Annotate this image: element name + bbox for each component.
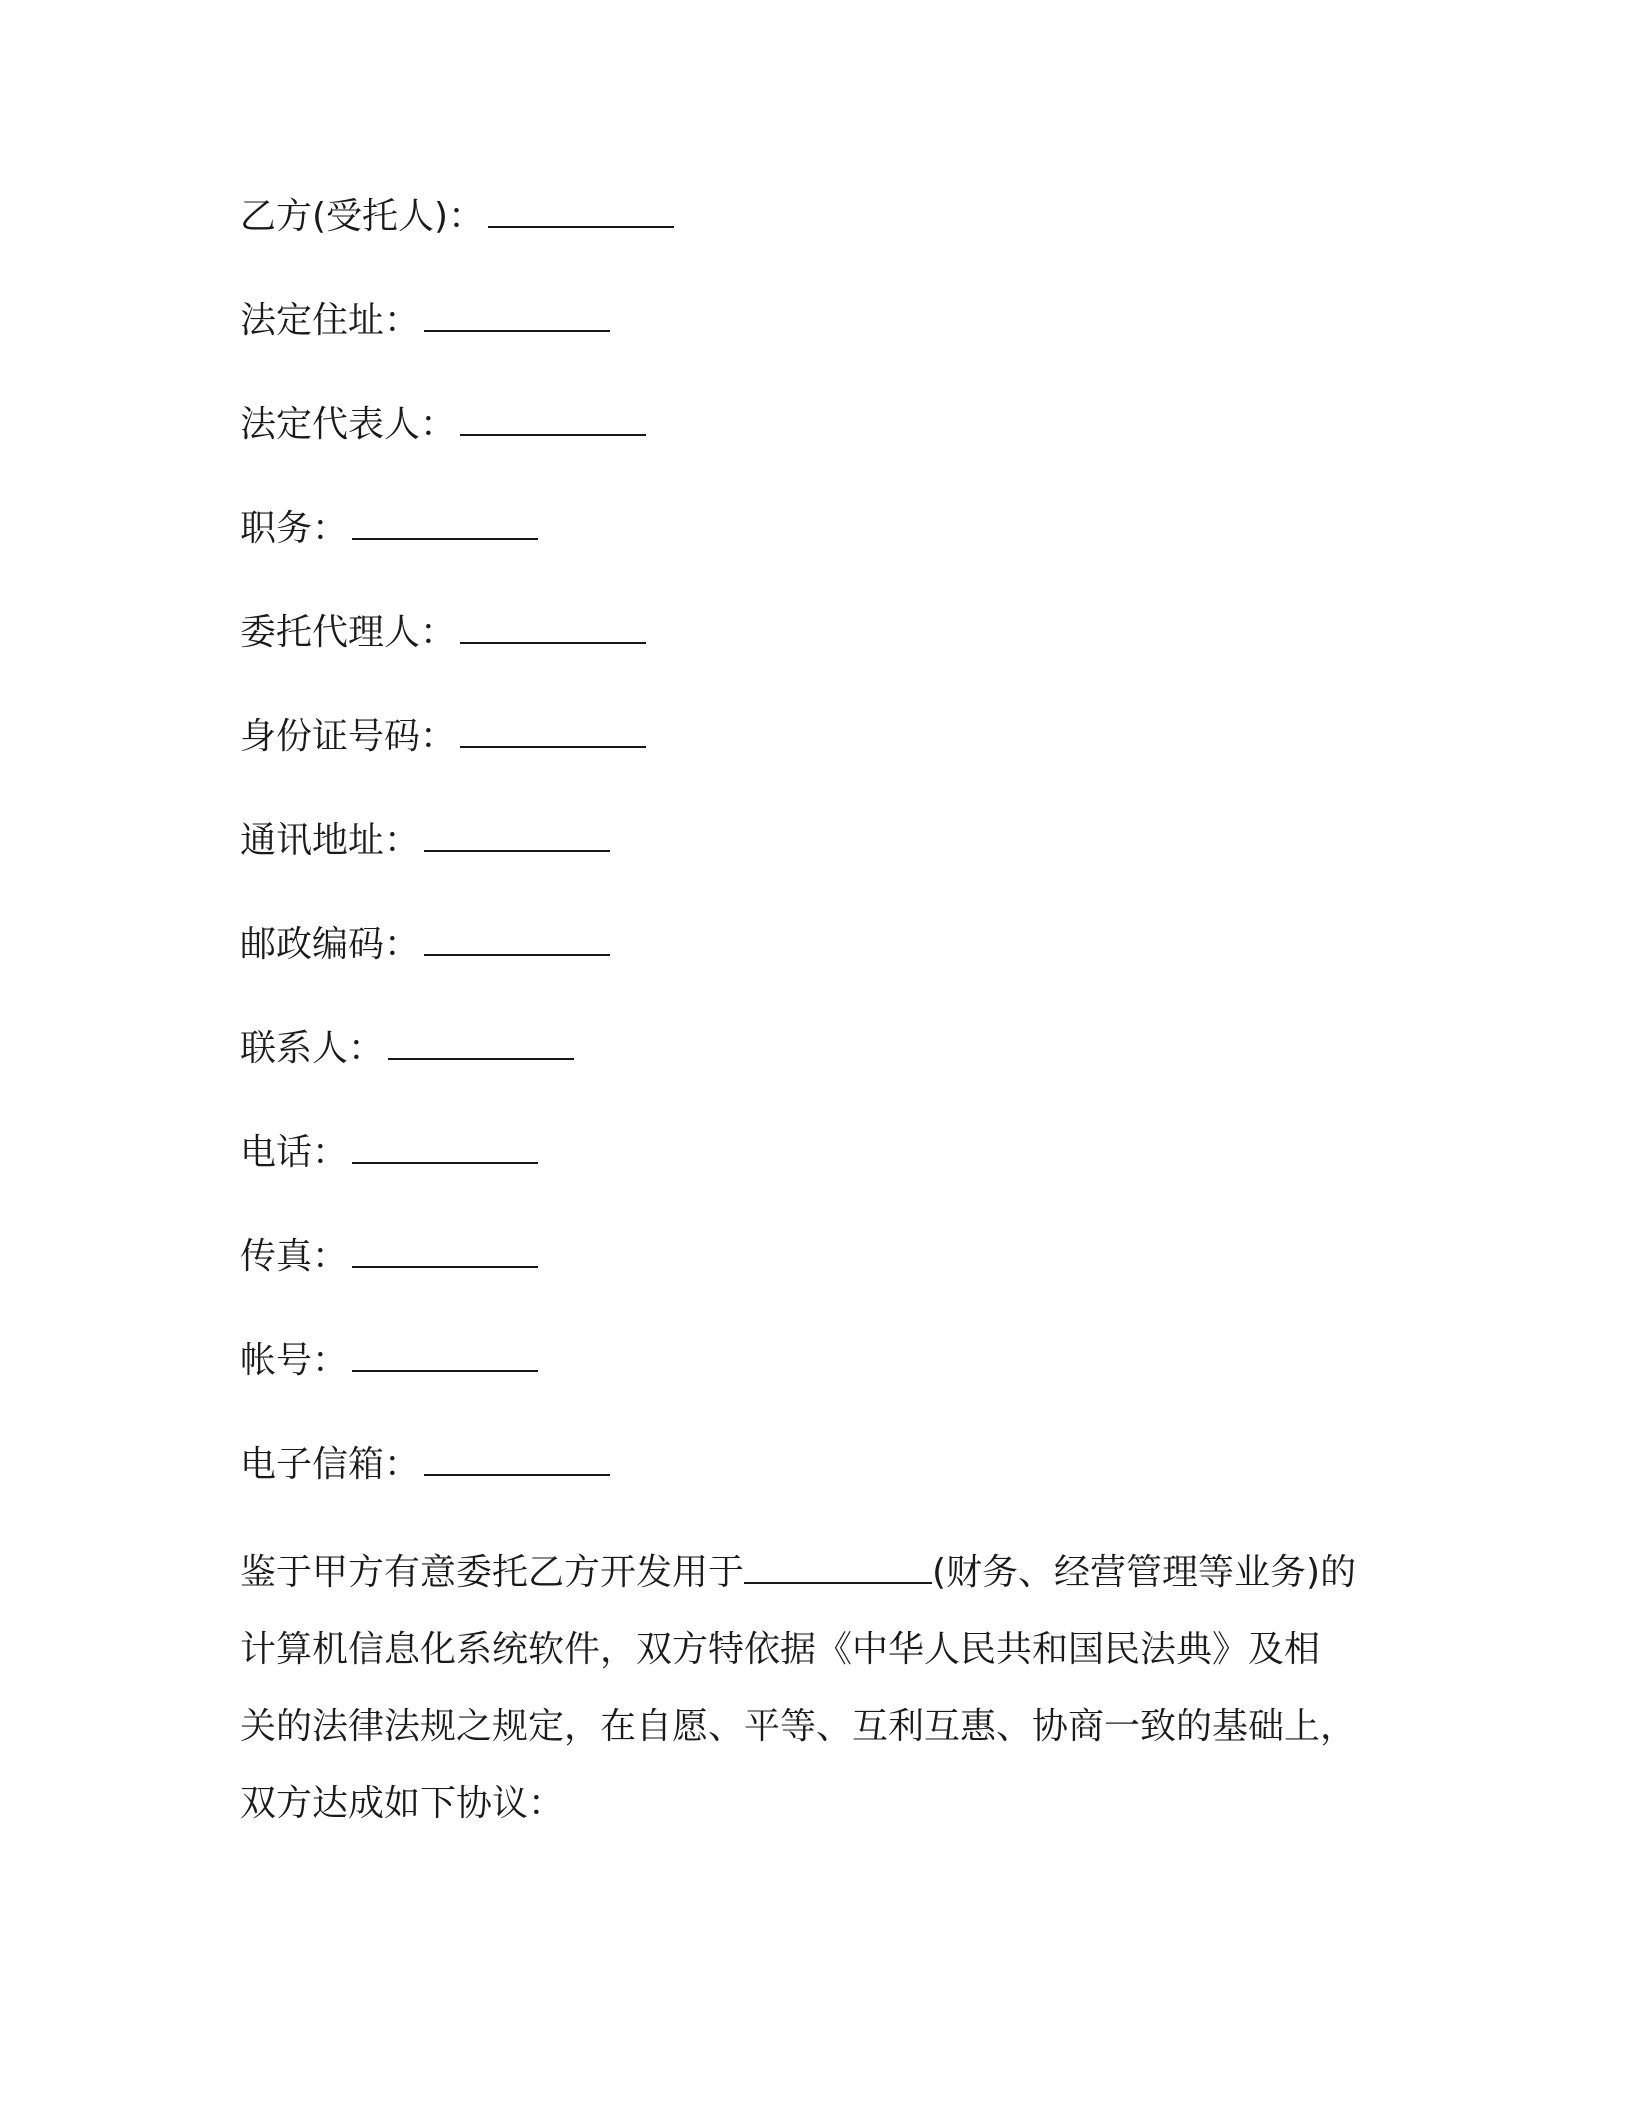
fill-in-blank	[424, 918, 610, 956]
contact-person-field	[240, 1022, 1390, 1126]
phone-field	[240, 1126, 1390, 1230]
field-label: 乙方(受托人)：	[240, 196, 485, 237]
field-label: 法定住址：	[240, 300, 421, 341]
id-number-field	[240, 710, 1390, 814]
preamble-line-1	[240, 1534, 1400, 1611]
preamble-line-3: 关的法律法规之规定，在自愿、平等、互利互惠、协商一致的基础上，	[240, 1706, 1357, 1747]
mailing-address-field	[240, 814, 1390, 918]
fill-in-blank	[488, 190, 674, 228]
email-field	[240, 1438, 1390, 1542]
legal-representative-field	[240, 398, 1390, 502]
account-number-field	[240, 1334, 1390, 1438]
authorized-agent-field	[240, 606, 1390, 710]
position-field	[240, 502, 1390, 606]
field-label: 电子信箱：	[240, 1444, 421, 1485]
postal-code-field	[240, 918, 1390, 1022]
party-b-info-section	[240, 190, 1390, 1542]
field-label: 法定代表人：	[240, 404, 457, 445]
fill-in-blank	[352, 1126, 538, 1164]
fill-in-blank	[352, 1230, 538, 1268]
field-label: 通讯地址：	[240, 820, 421, 861]
agreement-preamble	[240, 1534, 1400, 1842]
fax-field	[240, 1230, 1390, 1334]
legal-address-field	[240, 294, 1390, 398]
field-label: 身份证号码：	[240, 716, 457, 757]
fill-in-blank	[388, 1022, 574, 1060]
fill-in-blank	[460, 710, 646, 748]
fill-in-blank	[460, 606, 646, 644]
field-label: 联系人：	[240, 1028, 385, 1069]
preamble-line-4: 双方达成如下协议：	[240, 1783, 565, 1824]
preamble-line-2: 计算机信息化系统软件，双方特依据《中华人民共和国民法典》及相	[240, 1629, 1321, 1670]
field-label: 电话：	[240, 1132, 349, 1173]
fill-in-blank	[352, 1334, 538, 1372]
fill-in-blank	[424, 1438, 610, 1476]
preamble-text: (财务、经营管理等业务)的	[932, 1552, 1357, 1593]
field-label: 邮政编码：	[240, 924, 421, 965]
field-label: 帐号：	[240, 1340, 349, 1381]
field-label: 传真：	[240, 1236, 349, 1277]
fill-in-blank	[424, 814, 610, 852]
fill-in-blank	[460, 398, 646, 436]
preamble-text: 鉴于甲方有意委托乙方开发用于	[240, 1552, 745, 1593]
fill-in-blank	[744, 1546, 932, 1584]
fill-in-blank	[424, 294, 610, 332]
field-label: 职务：	[240, 508, 349, 549]
field-label: 委托代理人：	[240, 612, 457, 653]
party-b-name-field	[240, 190, 1390, 294]
fill-in-blank	[352, 502, 538, 540]
